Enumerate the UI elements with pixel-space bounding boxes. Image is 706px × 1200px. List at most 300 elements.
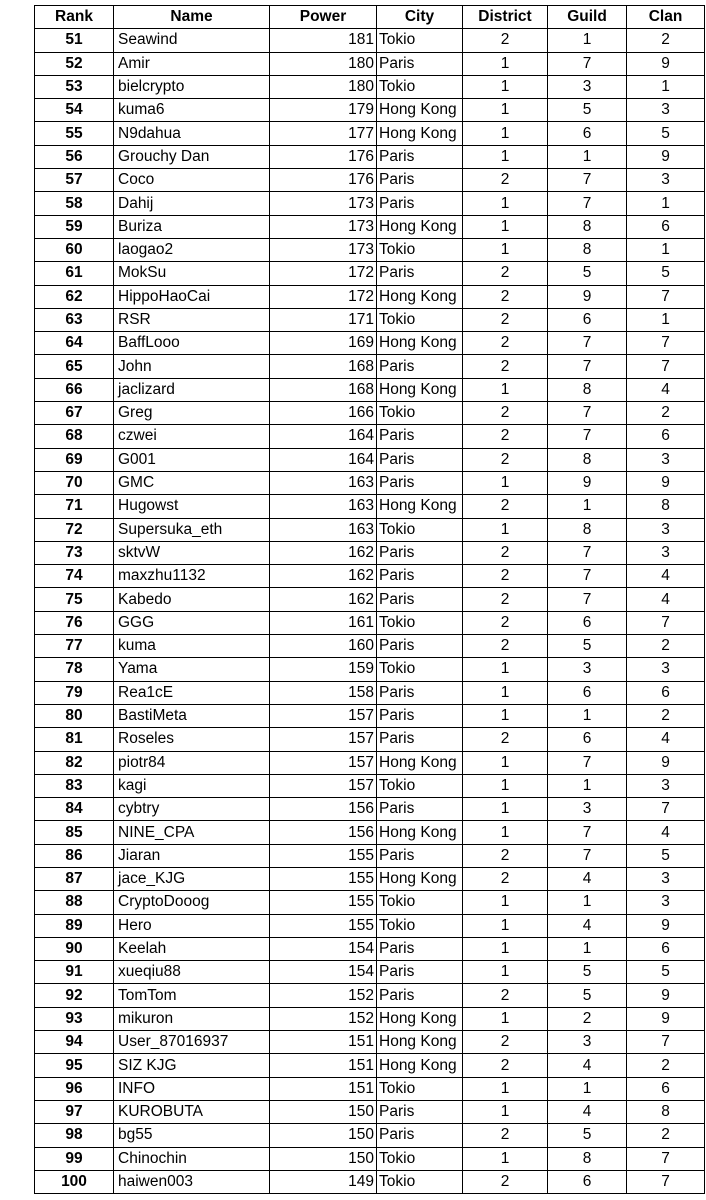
district-cell: 1 (463, 798, 548, 821)
header-clan: Clan (627, 6, 705, 29)
city-cell: Tokio (377, 308, 463, 331)
clan-cell: 3 (627, 658, 705, 681)
name-cell: jace_KJG (114, 867, 270, 890)
district-cell: 1 (463, 1100, 548, 1123)
rank-cell: 78 (35, 658, 114, 681)
clan-cell: 9 (627, 52, 705, 75)
clan-cell: 9 (627, 751, 705, 774)
name-cell: Keelah (114, 937, 270, 960)
district-cell: 2 (463, 425, 548, 448)
rank-cell: 75 (35, 588, 114, 611)
city-cell: Paris (377, 565, 463, 588)
clan-cell: 4 (627, 728, 705, 751)
guild-cell: 6 (548, 1170, 627, 1193)
power-cell: 150 (270, 1100, 377, 1123)
rank-cell: 62 (35, 285, 114, 308)
name-cell: GGG (114, 611, 270, 634)
power-cell: 162 (270, 565, 377, 588)
clan-cell: 9 (627, 984, 705, 1007)
guild-cell: 1 (548, 937, 627, 960)
power-cell: 168 (270, 378, 377, 401)
city-cell: Hong Kong (377, 1031, 463, 1054)
power-cell: 157 (270, 704, 377, 727)
power-cell: 154 (270, 961, 377, 984)
power-cell: 177 (270, 122, 377, 145)
guild-cell: 1 (548, 145, 627, 168)
guild-cell: 5 (548, 635, 627, 658)
city-cell: Tokio (377, 891, 463, 914)
guild-cell: 5 (548, 961, 627, 984)
rank-cell: 88 (35, 891, 114, 914)
power-cell: 169 (270, 332, 377, 355)
rank-cell: 77 (35, 635, 114, 658)
rank-cell: 89 (35, 914, 114, 937)
guild-cell: 5 (548, 99, 627, 122)
table-row (35, 448, 705, 471)
city-cell: Tokio (377, 914, 463, 937)
power-cell: 164 (270, 425, 377, 448)
district-cell: 1 (463, 238, 548, 261)
table-row (35, 238, 705, 261)
name-cell: jaclizard (114, 378, 270, 401)
name-cell: BastiMeta (114, 704, 270, 727)
guild-cell: 3 (548, 75, 627, 98)
city-cell: Paris (377, 1124, 463, 1147)
power-cell: 162 (270, 588, 377, 611)
power-cell: 150 (270, 1147, 377, 1170)
table-row (35, 495, 705, 518)
city-cell: Hong Kong (377, 495, 463, 518)
name-cell: Hero (114, 914, 270, 937)
rank-cell: 92 (35, 984, 114, 1007)
name-cell: Jiaran (114, 844, 270, 867)
clan-cell: 2 (627, 704, 705, 727)
guild-cell: 7 (548, 844, 627, 867)
header-row (35, 6, 705, 29)
power-cell: 176 (270, 145, 377, 168)
power-cell: 173 (270, 192, 377, 215)
name-cell: Dahij (114, 192, 270, 215)
rank-cell: 72 (35, 518, 114, 541)
name-cell: bg55 (114, 1124, 270, 1147)
name-cell: Supersuka_eth (114, 518, 270, 541)
clan-cell: 7 (627, 1170, 705, 1193)
rank-cell: 76 (35, 611, 114, 634)
guild-cell: 3 (548, 798, 627, 821)
name-cell: bielcrypto (114, 75, 270, 98)
rank-cell: 71 (35, 495, 114, 518)
power-cell: 158 (270, 681, 377, 704)
rank-cell: 57 (35, 169, 114, 192)
district-cell: 2 (463, 355, 548, 378)
rank-cell: 70 (35, 471, 114, 494)
clan-cell: 2 (627, 635, 705, 658)
clan-cell: 3 (627, 891, 705, 914)
district-cell: 1 (463, 891, 548, 914)
name-cell: Chinochin (114, 1147, 270, 1170)
clan-cell: 5 (627, 961, 705, 984)
clan-cell: 1 (627, 238, 705, 261)
district-cell: 2 (463, 635, 548, 658)
header-city: City (377, 6, 463, 29)
table-row (35, 658, 705, 681)
city-cell: Tokio (377, 402, 463, 425)
city-cell: Hong Kong (377, 821, 463, 844)
district-cell: 2 (463, 169, 548, 192)
city-cell: Paris (377, 355, 463, 378)
name-cell: Kabedo (114, 588, 270, 611)
name-cell: TomTom (114, 984, 270, 1007)
guild-cell: 8 (548, 238, 627, 261)
clan-cell: 5 (627, 122, 705, 145)
name-cell: CryptoDooog (114, 891, 270, 914)
city-cell: Hong Kong (377, 122, 463, 145)
table-row (35, 518, 705, 541)
clan-cell: 5 (627, 262, 705, 285)
city-cell: Hong Kong (377, 332, 463, 355)
city-cell: Paris (377, 471, 463, 494)
guild-cell: 5 (548, 984, 627, 1007)
table-row (35, 635, 705, 658)
rank-cell: 73 (35, 541, 114, 564)
clan-cell: 8 (627, 495, 705, 518)
guild-cell: 7 (548, 52, 627, 75)
table-row (35, 704, 705, 727)
table-body (35, 29, 705, 1194)
district-cell: 1 (463, 1147, 548, 1170)
rank-cell: 83 (35, 774, 114, 797)
city-cell: Paris (377, 169, 463, 192)
table-row (35, 1170, 705, 1193)
district-cell: 1 (463, 681, 548, 704)
district-cell: 2 (463, 588, 548, 611)
clan-cell: 6 (627, 681, 705, 704)
clan-cell: 3 (627, 448, 705, 471)
name-cell: Yama (114, 658, 270, 681)
guild-cell: 7 (548, 332, 627, 355)
city-cell: Paris (377, 937, 463, 960)
guild-cell: 4 (548, 914, 627, 937)
rank-cell: 97 (35, 1100, 114, 1123)
table-row (35, 52, 705, 75)
power-cell: 163 (270, 495, 377, 518)
table-row (35, 332, 705, 355)
clan-cell: 4 (627, 821, 705, 844)
clan-cell: 8 (627, 1100, 705, 1123)
rank-cell: 61 (35, 262, 114, 285)
guild-cell: 4 (548, 1054, 627, 1077)
power-cell: 173 (270, 238, 377, 261)
city-cell: Hong Kong (377, 285, 463, 308)
clan-cell: 1 (627, 192, 705, 215)
rank-cell: 85 (35, 821, 114, 844)
district-cell: 1 (463, 961, 548, 984)
guild-cell: 8 (548, 518, 627, 541)
table-row (35, 355, 705, 378)
rank-cell: 68 (35, 425, 114, 448)
district-cell: 2 (463, 728, 548, 751)
table-row (35, 751, 705, 774)
guild-cell: 5 (548, 262, 627, 285)
name-cell: BaffLooo (114, 332, 270, 355)
table-row (35, 728, 705, 751)
rank-cell: 65 (35, 355, 114, 378)
city-cell: Paris (377, 728, 463, 751)
district-cell: 1 (463, 518, 548, 541)
name-cell: KUROBUTA (114, 1100, 270, 1123)
name-cell: sktvW (114, 541, 270, 564)
guild-cell: 1 (548, 29, 627, 52)
clan-cell: 6 (627, 425, 705, 448)
guild-cell: 1 (548, 774, 627, 797)
clan-cell: 4 (627, 565, 705, 588)
city-cell: Hong Kong (377, 99, 463, 122)
power-cell: 171 (270, 308, 377, 331)
guild-cell: 3 (548, 658, 627, 681)
city-cell: Tokio (377, 658, 463, 681)
city-cell: Paris (377, 844, 463, 867)
district-cell: 1 (463, 1077, 548, 1100)
guild-cell: 1 (548, 704, 627, 727)
power-cell: 166 (270, 402, 377, 425)
name-cell: xueqiu88 (114, 961, 270, 984)
district-cell: 1 (463, 471, 548, 494)
district-cell: 2 (463, 262, 548, 285)
table-row (35, 122, 705, 145)
table-row (35, 1007, 705, 1030)
district-cell: 2 (463, 29, 548, 52)
name-cell: haiwen003 (114, 1170, 270, 1193)
district-cell: 2 (463, 285, 548, 308)
clan-cell: 5 (627, 844, 705, 867)
name-cell: Roseles (114, 728, 270, 751)
power-cell: 157 (270, 774, 377, 797)
name-cell: HippoHaoCai (114, 285, 270, 308)
table-row (35, 914, 705, 937)
district-cell: 2 (463, 565, 548, 588)
district-cell: 1 (463, 145, 548, 168)
table-row (35, 471, 705, 494)
table-row (35, 1147, 705, 1170)
clan-cell: 1 (627, 308, 705, 331)
clan-cell: 2 (627, 1054, 705, 1077)
guild-cell: 4 (548, 1100, 627, 1123)
power-cell: 181 (270, 29, 377, 52)
table-row (35, 285, 705, 308)
table-row (35, 308, 705, 331)
rank-cell: 100 (35, 1170, 114, 1193)
clan-cell: 7 (627, 611, 705, 634)
rank-cell: 94 (35, 1031, 114, 1054)
city-cell: Tokio (377, 774, 463, 797)
district-cell: 2 (463, 1124, 548, 1147)
name-cell: SIZ KJG (114, 1054, 270, 1077)
rank-cell: 81 (35, 728, 114, 751)
district-cell: 1 (463, 192, 548, 215)
rank-cell: 74 (35, 565, 114, 588)
rank-cell: 86 (35, 844, 114, 867)
city-cell: Tokio (377, 1147, 463, 1170)
rank-cell: 58 (35, 192, 114, 215)
power-cell: 179 (270, 99, 377, 122)
rank-cell: 95 (35, 1054, 114, 1077)
name-cell: kagi (114, 774, 270, 797)
clan-cell: 7 (627, 798, 705, 821)
rank-cell: 64 (35, 332, 114, 355)
table-row (35, 99, 705, 122)
rank-cell: 63 (35, 308, 114, 331)
name-cell: Rea1cE (114, 681, 270, 704)
power-cell: 172 (270, 262, 377, 285)
guild-cell: 7 (548, 588, 627, 611)
district-cell: 2 (463, 984, 548, 1007)
table-row (35, 984, 705, 1007)
guild-cell: 7 (548, 355, 627, 378)
city-cell: Paris (377, 1100, 463, 1123)
guild-cell: 7 (548, 402, 627, 425)
district-cell: 1 (463, 914, 548, 937)
power-cell: 159 (270, 658, 377, 681)
guild-cell: 7 (548, 565, 627, 588)
district-cell: 2 (463, 611, 548, 634)
city-cell: Paris (377, 192, 463, 215)
rank-cell: 87 (35, 867, 114, 890)
rank-cell: 90 (35, 937, 114, 960)
table-row (35, 262, 705, 285)
name-cell: laogao2 (114, 238, 270, 261)
table-row (35, 844, 705, 867)
district-cell: 2 (463, 448, 548, 471)
city-cell: Tokio (377, 29, 463, 52)
rank-cell: 55 (35, 122, 114, 145)
city-cell: Paris (377, 961, 463, 984)
guild-cell: 7 (548, 821, 627, 844)
clan-cell: 9 (627, 471, 705, 494)
rank-cell: 91 (35, 961, 114, 984)
city-cell: Paris (377, 425, 463, 448)
name-cell: RSR (114, 308, 270, 331)
district-cell: 2 (463, 541, 548, 564)
clan-cell: 1 (627, 75, 705, 98)
name-cell: maxzhu1132 (114, 565, 270, 588)
table-row (35, 29, 705, 52)
rank-cell: 66 (35, 378, 114, 401)
clan-cell: 7 (627, 355, 705, 378)
district-cell: 1 (463, 75, 548, 98)
rank-cell: 84 (35, 798, 114, 821)
power-cell: 180 (270, 75, 377, 98)
name-cell: Seawind (114, 29, 270, 52)
power-cell: 151 (270, 1031, 377, 1054)
clan-cell: 7 (627, 1147, 705, 1170)
city-cell: Hong Kong (377, 215, 463, 238)
table-row (35, 425, 705, 448)
city-cell: Hong Kong (377, 751, 463, 774)
guild-cell: 6 (548, 122, 627, 145)
power-cell: 152 (270, 1007, 377, 1030)
clan-cell: 3 (627, 169, 705, 192)
name-cell: G001 (114, 448, 270, 471)
rank-cell: 60 (35, 238, 114, 261)
clan-cell: 3 (627, 99, 705, 122)
table-row (35, 937, 705, 960)
district-cell: 2 (463, 1170, 548, 1193)
district-cell: 2 (463, 308, 548, 331)
header-name: Name (114, 6, 270, 29)
clan-cell: 9 (627, 1007, 705, 1030)
name-cell: GMC (114, 471, 270, 494)
district-cell: 2 (463, 1031, 548, 1054)
rank-cell: 51 (35, 29, 114, 52)
city-cell: Hong Kong (377, 867, 463, 890)
district-cell: 1 (463, 378, 548, 401)
rank-cell: 98 (35, 1124, 114, 1147)
guild-cell: 7 (548, 425, 627, 448)
rank-cell: 67 (35, 402, 114, 425)
power-cell: 164 (270, 448, 377, 471)
district-cell: 1 (463, 937, 548, 960)
clan-cell: 7 (627, 332, 705, 355)
guild-cell: 2 (548, 1007, 627, 1030)
name-cell: Coco (114, 169, 270, 192)
city-cell: Tokio (377, 238, 463, 261)
name-cell: John (114, 355, 270, 378)
table-row (35, 378, 705, 401)
rank-cell: 99 (35, 1147, 114, 1170)
city-cell: Paris (377, 681, 463, 704)
header-power: Power (270, 6, 377, 29)
guild-cell: 1 (548, 891, 627, 914)
table-row (35, 565, 705, 588)
district-cell: 2 (463, 332, 548, 355)
guild-cell: 3 (548, 1031, 627, 1054)
name-cell: cybtry (114, 798, 270, 821)
power-cell: 155 (270, 867, 377, 890)
city-cell: Hong Kong (377, 1007, 463, 1030)
name-cell: INFO (114, 1077, 270, 1100)
district-cell: 1 (463, 821, 548, 844)
name-cell: Buriza (114, 215, 270, 238)
name-cell: MokSu (114, 262, 270, 285)
district-cell: 1 (463, 215, 548, 238)
guild-cell: 6 (548, 681, 627, 704)
rank-cell: 59 (35, 215, 114, 238)
district-cell: 1 (463, 704, 548, 727)
guild-cell: 1 (548, 495, 627, 518)
table-row (35, 961, 705, 984)
power-cell: 161 (270, 611, 377, 634)
rank-cell: 96 (35, 1077, 114, 1100)
name-cell: Amir (114, 52, 270, 75)
rank-cell: 56 (35, 145, 114, 168)
rank-cell: 93 (35, 1007, 114, 1030)
guild-cell: 1 (548, 1077, 627, 1100)
district-cell: 2 (463, 1054, 548, 1077)
power-cell: 173 (270, 215, 377, 238)
clan-cell: 2 (627, 29, 705, 52)
table-header (35, 6, 705, 29)
clan-cell: 4 (627, 588, 705, 611)
power-cell: 163 (270, 518, 377, 541)
city-cell: Paris (377, 448, 463, 471)
city-cell: Paris (377, 984, 463, 1007)
clan-cell: 2 (627, 1124, 705, 1147)
power-cell: 151 (270, 1054, 377, 1077)
table-row (35, 798, 705, 821)
district-cell: 1 (463, 122, 548, 145)
table-row (35, 821, 705, 844)
power-cell: 176 (270, 169, 377, 192)
